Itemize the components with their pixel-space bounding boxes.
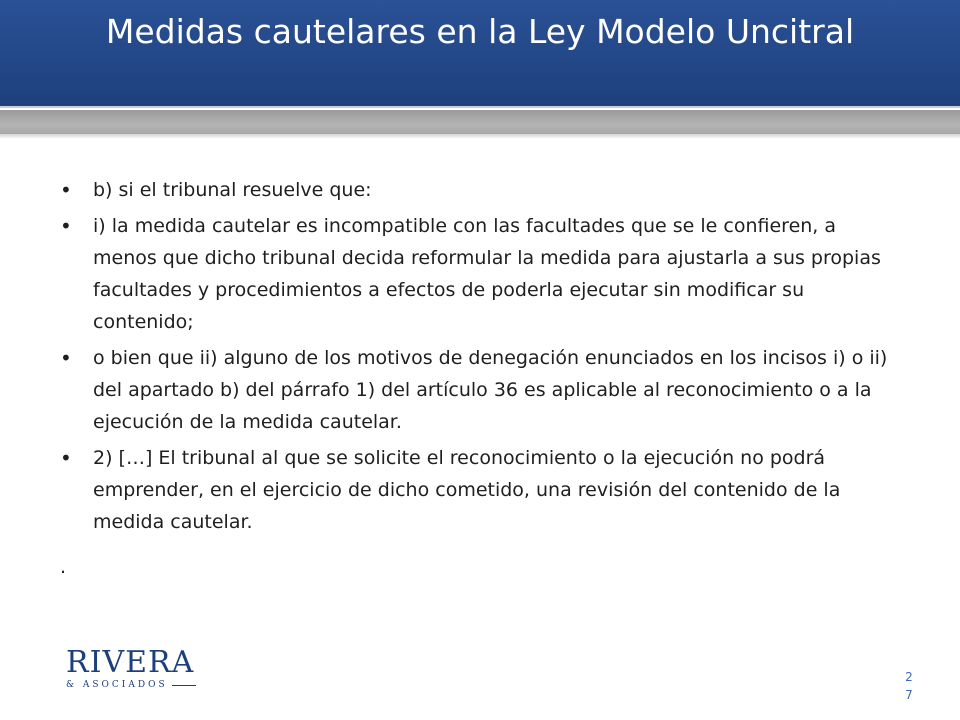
bullet-dot-icon: • — [60, 346, 72, 370]
title-bar — [0, 0, 960, 106]
bullet-dot-icon: • — [60, 446, 72, 470]
logo-subtitle-row — [66, 680, 196, 690]
page-number-digit: 7 — [905, 688, 913, 702]
logo-rule — [172, 685, 196, 686]
bullet-dot-icon: • — [60, 178, 72, 202]
logo-name: RIVERA — [66, 645, 195, 680]
logo-subtitle: & ASOCIADOS — [66, 680, 168, 690]
header-divider — [0, 106, 960, 108]
trailing-period: . — [60, 556, 67, 578]
slide-title: Medidas cautelares en la Ley Modelo Uncitral — [105, 12, 855, 51]
bullet-text: b) si el tribunal resuelve que: — [93, 179, 372, 201]
bullet-item — [60, 442, 900, 538]
bullet-list — [60, 174, 900, 542]
bullet-item — [60, 342, 900, 438]
gray-band-shadow — [0, 134, 960, 139]
page-number-digit: 2 — [905, 670, 913, 684]
bullet-item — [60, 174, 900, 206]
bullet-text: 2) […] El tribunal al que se solicite el reconocimiento o la ejecución no podrá emprender, en el ejercicio de dicho cometido, una revisión del contenido de la medida cautelar. — [93, 447, 841, 533]
bullet-text: i) la medida cautelar es incompatible con las facultades que se le confieren, a menos que dicho tribunal decida reformular la medida para ajustarla a sus propias facultades y procedimientos a efectos de poderla ejecutar sin modificar su contenido; — [93, 215, 881, 333]
bullet-item — [60, 210, 900, 338]
bullet-text: o bien que ii) alguno de los motivos de denegación enunciados en los incisos i) o ii) del apartado b) del párrafo 1) del artículo 36 es aplicable al reconocimiento o a la ejecución de la medida cautelar. — [93, 347, 888, 433]
company-logo — [66, 645, 196, 698]
page-number — [902, 668, 916, 704]
bullet-dot-icon: • — [60, 214, 72, 238]
decorative-gray-band — [0, 110, 960, 134]
